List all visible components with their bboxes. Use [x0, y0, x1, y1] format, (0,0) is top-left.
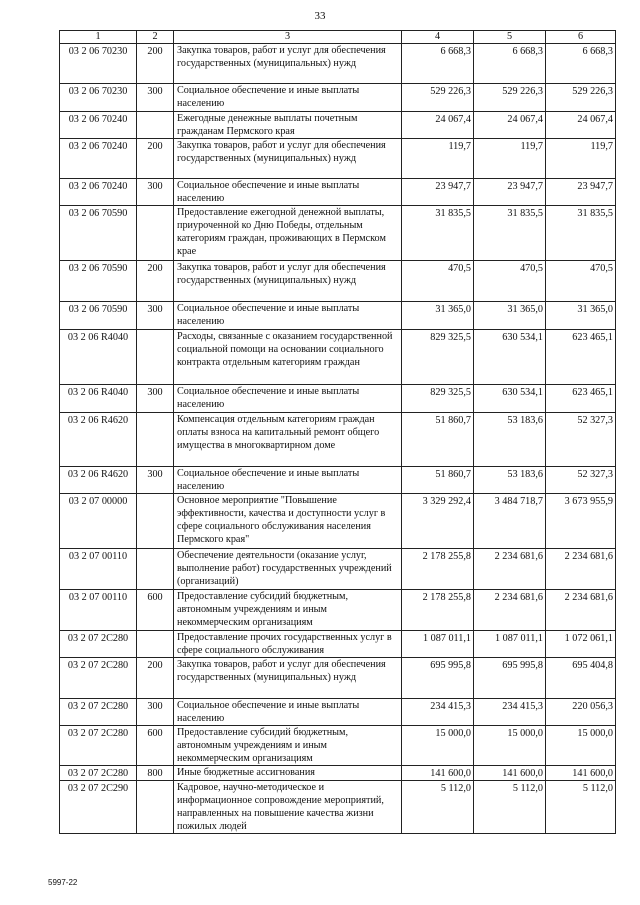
table-row — [60, 726, 616, 766]
budget-code-cell: 03 2 06 70590 — [60, 261, 137, 302]
budget-code-cell: 03 2 06 R4620 — [60, 467, 137, 494]
amount-year1-cell: 1 087 011,1 — [402, 631, 474, 658]
expense-type-cell: 300 — [137, 84, 174, 112]
item-name-cell: Предоставление субсидий бюджетным, автономным учреждениям и иным некоммерческим организациям — [174, 726, 402, 766]
item-name-cell: Иные бюджетные ассигнования — [174, 766, 402, 781]
amount-year2-cell: 24 067,4 — [474, 112, 546, 139]
column-header: 3 — [174, 31, 402, 44]
column-header: 1 — [60, 31, 137, 44]
item-name-cell: Кадровое, научно-методическое и информационное сопровождение мероприятий, направленных на повышение качества жизни пожилых людей — [174, 781, 402, 834]
amount-year1-cell: 51 860,7 — [402, 467, 474, 494]
item-name-cell: Закупка товаров, работ и услуг для обеспечения государственных (муниципальных) нужд — [174, 658, 402, 699]
item-name-cell: Социальное обеспечение и иные выплаты населению — [174, 84, 402, 112]
expense-type-cell: 200 — [137, 261, 174, 302]
amount-year1-cell: 470,5 — [402, 261, 474, 302]
amount-year3-cell: 23 947,7 — [546, 179, 616, 206]
amount-year1-cell: 51 860,7 — [402, 413, 474, 467]
amount-year2-cell: 141 600,0 — [474, 766, 546, 781]
table-row — [60, 549, 616, 590]
item-name-cell: Закупка товаров, работ и услуг для обеспечения государственных (муниципальных) нужд — [174, 261, 402, 302]
item-name-cell: Закупка товаров, работ и услуг для обеспечения государственных (муниципальных) нужд — [174, 44, 402, 84]
amount-year3-cell: 529 226,3 — [546, 84, 616, 112]
amount-year3-cell: 5 112,0 — [546, 781, 616, 834]
amount-year2-cell: 2 234 681,6 — [474, 549, 546, 590]
amount-year3-cell: 2 234 681,6 — [546, 590, 616, 631]
table-row — [60, 413, 616, 467]
budget-code-cell: 03 2 07 00000 — [60, 494, 137, 549]
amount-year3-cell: 31 835,5 — [546, 206, 616, 261]
amount-year3-cell: 623 465,1 — [546, 385, 616, 413]
amount-year2-cell: 1 087 011,1 — [474, 631, 546, 658]
expense-type-cell: 300 — [137, 385, 174, 413]
amount-year1-cell: 695 995,8 — [402, 658, 474, 699]
amount-year2-cell: 695 995,8 — [474, 658, 546, 699]
item-name-cell: Социальное обеспечение и иные выплаты населению — [174, 179, 402, 206]
expense-type-cell: 200 — [137, 658, 174, 699]
table-row — [60, 330, 616, 385]
expense-type-cell — [137, 494, 174, 549]
table-row — [60, 84, 616, 112]
table-body — [60, 31, 616, 834]
item-name-cell: Расходы, связанные с оказанием государственной социальной помощи на основании социального контракта отдельным категориям граждан — [174, 330, 402, 385]
expense-type-cell: 200 — [137, 139, 174, 179]
amount-year3-cell: 24 067,4 — [546, 112, 616, 139]
amount-year2-cell: 234 415,3 — [474, 699, 546, 726]
amount-year1-cell: 31 365,0 — [402, 302, 474, 330]
expense-type-cell — [137, 413, 174, 467]
amount-year2-cell: 2 234 681,6 — [474, 590, 546, 631]
amount-year3-cell: 695 404,8 — [546, 658, 616, 699]
amount-year3-cell: 3 673 955,9 — [546, 494, 616, 549]
amount-year2-cell: 119,7 — [474, 139, 546, 179]
amount-year2-cell: 31 365,0 — [474, 302, 546, 330]
amount-year3-cell: 15 000,0 — [546, 726, 616, 766]
amount-year1-cell: 6 668,3 — [402, 44, 474, 84]
expense-type-cell: 300 — [137, 302, 174, 330]
amount-year3-cell: 2 234 681,6 — [546, 549, 616, 590]
amount-year1-cell: 529 226,3 — [402, 84, 474, 112]
amount-year2-cell: 630 534,1 — [474, 330, 546, 385]
item-name-cell: Социальное обеспечение и иные выплаты населению — [174, 699, 402, 726]
amount-year3-cell: 141 600,0 — [546, 766, 616, 781]
budget-code-cell: 03 2 06 70230 — [60, 44, 137, 84]
expense-type-cell — [137, 631, 174, 658]
budget-code-cell: 03 2 07 2С280 — [60, 699, 137, 726]
column-header: 6 — [546, 31, 616, 44]
amount-year1-cell: 829 325,5 — [402, 330, 474, 385]
budget-code-cell: 03 2 06 R4040 — [60, 385, 137, 413]
amount-year1-cell: 829 325,5 — [402, 385, 474, 413]
item-name-cell: Социальное обеспечение и иные выплаты населению — [174, 467, 402, 494]
budget-code-cell: 03 2 06 70240 — [60, 112, 137, 139]
page-number: 33 — [314, 10, 326, 22]
table-row — [60, 206, 616, 261]
table-row — [60, 467, 616, 494]
amount-year1-cell: 5 112,0 — [402, 781, 474, 834]
amount-year3-cell: 119,7 — [546, 139, 616, 179]
amount-year2-cell: 6 668,3 — [474, 44, 546, 84]
amount-year2-cell: 23 947,7 — [474, 179, 546, 206]
amount-year3-cell: 52 327,3 — [546, 467, 616, 494]
amount-year2-cell: 31 835,5 — [474, 206, 546, 261]
amount-year2-cell: 15 000,0 — [474, 726, 546, 766]
column-header: 2 — [137, 31, 174, 44]
budget-code-cell: 03 2 06 70590 — [60, 206, 137, 261]
expense-type-cell: 200 — [137, 44, 174, 84]
budget-code-cell: 03 2 06 70240 — [60, 139, 137, 179]
expense-type-cell: 600 — [137, 726, 174, 766]
amount-year1-cell: 234 415,3 — [402, 699, 474, 726]
table-row — [60, 766, 616, 781]
amount-year1-cell: 3 329 292,4 — [402, 494, 474, 549]
item-name-cell: Ежегодные денежные выплаты почетным гражданам Пермского края — [174, 112, 402, 139]
column-header: 4 — [402, 31, 474, 44]
budget-code-cell: 03 2 06 70590 — [60, 302, 137, 330]
expense-type-cell — [137, 781, 174, 834]
table-row — [60, 139, 616, 179]
amount-year3-cell: 470,5 — [546, 261, 616, 302]
budget-code-cell: 03 2 07 2С280 — [60, 631, 137, 658]
amount-year1-cell: 119,7 — [402, 139, 474, 179]
amount-year3-cell: 31 365,0 — [546, 302, 616, 330]
item-name-cell: Социальное обеспечение и иные выплаты населению — [174, 385, 402, 413]
item-name-cell: Компенсация отдельным категориям граждан оплаты взноса на капитальный ремонт общего имущества в многоквартирном доме — [174, 413, 402, 467]
amount-year2-cell: 3 484 718,7 — [474, 494, 546, 549]
expense-type-cell — [137, 112, 174, 139]
amount-year3-cell: 52 327,3 — [546, 413, 616, 467]
budget-code-cell: 03 2 07 00110 — [60, 549, 137, 590]
expense-type-cell: 300 — [137, 467, 174, 494]
amount-year2-cell: 529 226,3 — [474, 84, 546, 112]
expense-type-cell: 300 — [137, 179, 174, 206]
table-row — [60, 261, 616, 302]
expense-type-cell — [137, 330, 174, 385]
item-name-cell: Основное мероприятие "Повышение эффективности, качества и доступности услуг в сфере социального обслуживания населения Пермского края" — [174, 494, 402, 549]
amount-year2-cell: 470,5 — [474, 261, 546, 302]
amount-year3-cell: 623 465,1 — [546, 330, 616, 385]
table-row — [60, 631, 616, 658]
table-row — [60, 385, 616, 413]
amount-year1-cell: 31 835,5 — [402, 206, 474, 261]
column-header: 5 — [474, 31, 546, 44]
budget-code-cell: 03 2 06 R4040 — [60, 330, 137, 385]
amount-year1-cell: 15 000,0 — [402, 726, 474, 766]
table-row — [60, 699, 616, 726]
expense-type-cell: 800 — [137, 766, 174, 781]
amount-year1-cell: 141 600,0 — [402, 766, 474, 781]
item-name-cell: Социальное обеспечение и иные выплаты населению — [174, 302, 402, 330]
amount-year2-cell: 630 534,1 — [474, 385, 546, 413]
amount-year1-cell: 24 067,4 — [402, 112, 474, 139]
budget-code-cell: 03 2 07 2С280 — [60, 726, 137, 766]
table-row — [60, 44, 616, 84]
amount-year1-cell: 2 178 255,8 — [402, 590, 474, 631]
table-row — [60, 590, 616, 631]
budget-code-cell: 03 2 06 70230 — [60, 84, 137, 112]
item-name-cell: Закупка товаров, работ и услуг для обеспечения государственных (муниципальных) нужд — [174, 139, 402, 179]
amount-year3-cell: 1 072 061,1 — [546, 631, 616, 658]
expense-type-cell: 300 — [137, 699, 174, 726]
amount-year1-cell: 23 947,7 — [402, 179, 474, 206]
table-row — [60, 179, 616, 206]
budget-code-cell: 03 2 06 R4620 — [60, 413, 137, 467]
item-name-cell: Обеспечение деятельности (оказание услуг, выполнение работ) государственных учреждений (организаций) — [174, 549, 402, 590]
amount-year3-cell: 220 056,3 — [546, 699, 616, 726]
table-header-row — [60, 31, 616, 44]
amount-year3-cell: 6 668,3 — [546, 44, 616, 84]
budget-code-cell: 03 2 07 00110 — [60, 590, 137, 631]
amount-year2-cell: 53 183,6 — [474, 413, 546, 467]
amount-year1-cell: 2 178 255,8 — [402, 549, 474, 590]
item-name-cell: Предоставление субсидий бюджетным, автономным учреждениям и иным некоммерческим организациям — [174, 590, 402, 631]
item-name-cell: Предоставление прочих государственных услуг в сфере социального обслуживания — [174, 631, 402, 658]
amount-year2-cell: 53 183,6 — [474, 467, 546, 494]
expense-type-cell: 600 — [137, 590, 174, 631]
budget-table — [59, 30, 616, 834]
amount-year2-cell: 5 112,0 — [474, 781, 546, 834]
expense-type-cell — [137, 206, 174, 261]
document-code: 5997-22 — [48, 878, 78, 887]
expense-type-cell — [137, 549, 174, 590]
budget-code-cell: 03 2 06 70240 — [60, 179, 137, 206]
table-row — [60, 658, 616, 699]
table-row — [60, 302, 616, 330]
budget-code-cell: 03 2 07 2С280 — [60, 766, 137, 781]
table-row — [60, 112, 616, 139]
budget-code-cell: 03 2 07 2С280 — [60, 658, 137, 699]
table-row — [60, 781, 616, 834]
budget-code-cell: 03 2 07 2С290 — [60, 781, 137, 834]
table-row — [60, 494, 616, 549]
item-name-cell: Предоставление ежегодной денежной выплаты, приуроченной ко Дню Победы, отдельным категориям граждан, проживающих в Пермском крае — [174, 206, 402, 261]
